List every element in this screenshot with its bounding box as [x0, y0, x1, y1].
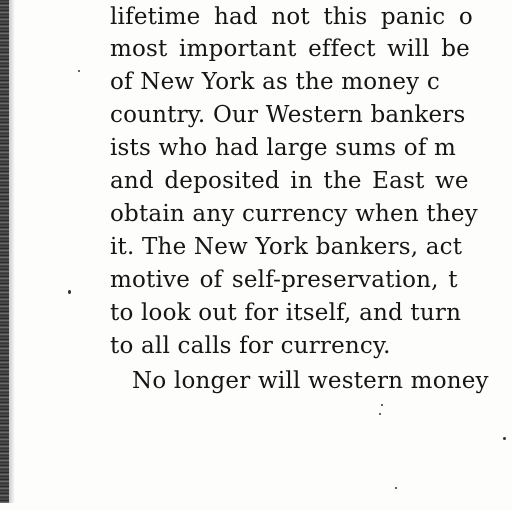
scan-speck: [381, 404, 383, 406]
scan-speck: [395, 487, 397, 489]
text-line: lifetime had not this panic o: [110, 4, 473, 30]
text-line: and deposited in the East we: [110, 168, 469, 194]
text-line: it. The New York bankers, act: [110, 234, 463, 260]
text-line: obtain any currency when they: [110, 201, 478, 227]
scan-speck: [379, 413, 381, 415]
text-line: country. Our Western bankers: [110, 102, 466, 128]
text-line: to look out for itself, and turn: [110, 300, 462, 326]
text-line: of New York as the money c: [110, 69, 440, 95]
text-line: to all calls for currency.: [110, 333, 391, 359]
scan-speck: [503, 437, 506, 440]
text-line: ists who had large sums of m: [110, 135, 457, 161]
text-line: most important effect will be: [110, 36, 470, 62]
book-binding-edge: [0, 0, 9, 503]
text-line: motive of self-preservation, t: [110, 267, 458, 293]
scan-speck: [78, 70, 80, 72]
paragraph-start-line: No longer will western money: [132, 368, 489, 394]
scan-speck: [68, 290, 71, 294]
binding-shadow: [9, 0, 15, 503]
